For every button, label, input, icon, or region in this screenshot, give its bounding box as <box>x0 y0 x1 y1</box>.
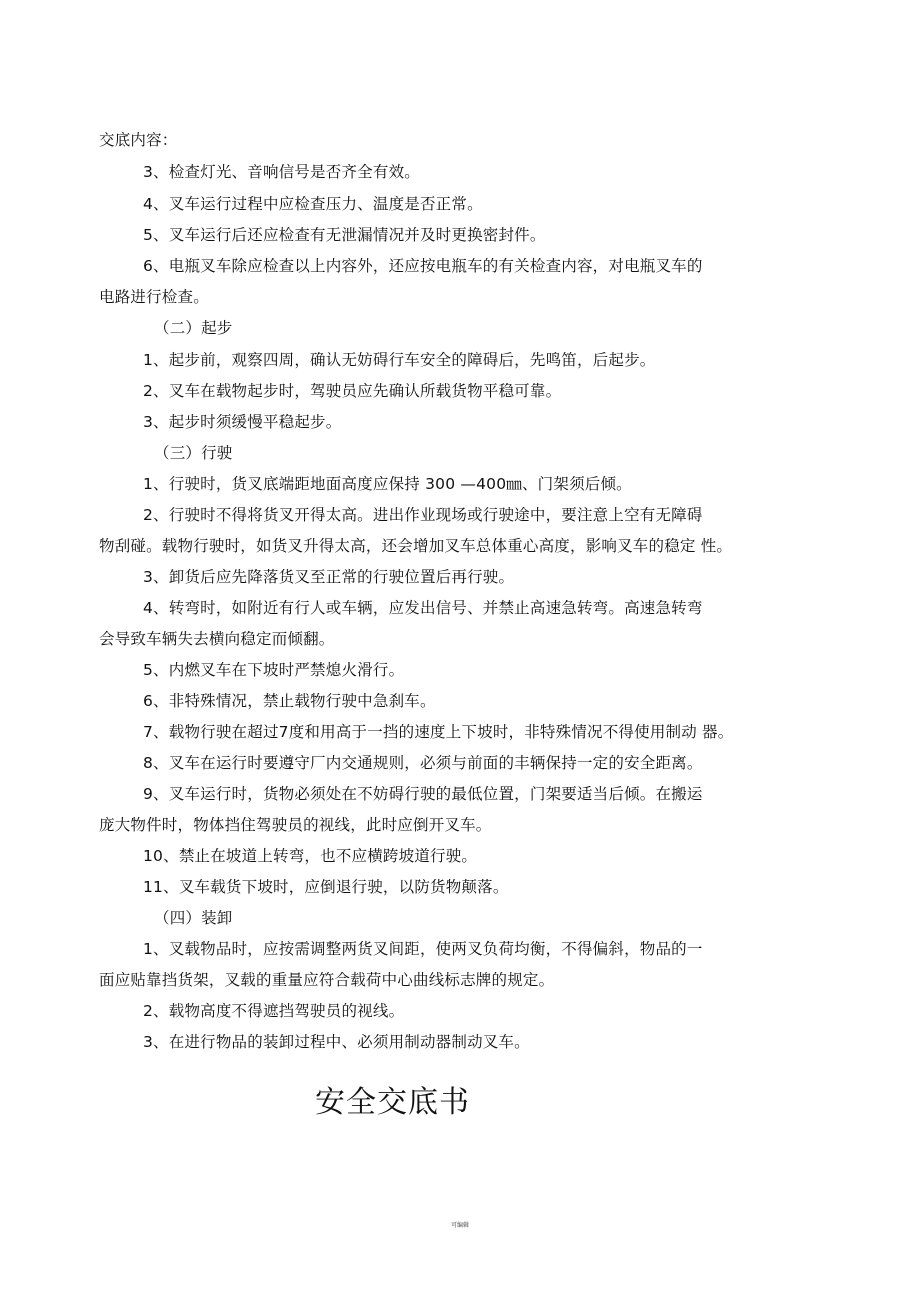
section-heading: （四）装卸 <box>154 909 233 927</box>
text-line: 5、内燃叉车在下坡时严禁熄火滑行。 <box>143 661 405 679</box>
text-line: 7、载物行驶在超过7度和用高于一挡的速度上下坡时，非特殊情况不得使用制动 器。 <box>143 723 734 741</box>
text-line: 9、叉车运行时，货物必须处在不妨碍行驶的最低位置，门架要适当后倾。在搬运 <box>143 785 703 803</box>
text-line: 面应贴靠挡货架，叉载的重量应符合载荷中心曲线标志牌的规定。 <box>99 971 555 989</box>
text-line: 物刮碰。载物行驶时，如货叉升得太高，还会增加叉车总体重心高度，影响叉车的稳定 性。 <box>99 537 733 555</box>
text-line: 10、禁止在坡道上转弯，也不应横跨坡道行驶。 <box>143 847 478 865</box>
text-line: 11、叉车载货下坡时，应倒退行驶，以防货物颠落。 <box>143 878 509 896</box>
footer-note: 可编辑 <box>451 1222 470 1229</box>
text-line: 4、叉车运行过程中应检查压力、温度是否正常。 <box>143 195 483 213</box>
text-line: 6、非特殊情况，禁止载物行驶中急刹车。 <box>143 692 436 710</box>
section-heading: （三）行驶 <box>154 444 233 462</box>
text-line: 3、起步时须缓慢平稳起步。 <box>143 413 342 431</box>
text-line: 4、转弯时，如附近有行人或车辆，应发出信号、并禁止高速急转弯。高速急转弯 <box>143 599 703 617</box>
text-line: 1、起步前，观察四周，确认无妨碍行车安全的障碍后，先鸣笛，后起步。 <box>143 351 656 369</box>
text-line: 2、行驶时不得将货叉开得太高。进出作业现场或行驶途中，要注意上空有无障碍 <box>143 506 703 524</box>
text-line: 2、叉车在载物起步时，驾驶员应先确认所载货物平稳可靠。 <box>143 382 562 400</box>
section-heading: （二）起步 <box>154 319 233 337</box>
text-line: 3、在进行物品的装卸过程中、必须用制动器制动叉车。 <box>143 1033 530 1051</box>
text-line: 1、叉载物品时，应按需调整两货叉间距，使两叉负荷均衡，不得偏斜，物品的一 <box>143 940 703 958</box>
text-line: 2、载物高度不得遮挡驾驶员的视线。 <box>143 1002 405 1020</box>
text-line: 庞大物件时，物体挡住驾驶员的视线，此时应倒开叉车。 <box>99 816 492 834</box>
text-line: 5、叉车运行后还应检查有无泄漏情况并及时更换密封件。 <box>143 226 546 244</box>
text-line: 会导致车辆失去横向稳定而倾翻。 <box>99 630 335 648</box>
text-line: 电路进行检查。 <box>99 288 209 306</box>
text-line: 1、行驶时，货叉底端距地面高度应保持 300 —400㎜、门架须后倾。 <box>143 475 632 493</box>
text-line: 8、叉车在运行时要遵守厂内交通规则，必须与前面的丰辆保持一定的安全距离。 <box>143 754 703 772</box>
text-line: 6、电瓶叉车除应检查以上内容外，还应按电瓶车的有关检查内容，对电瓶叉车的 <box>143 257 703 275</box>
text-line: 3、检查灯光、音响信号是否齐全有效。 <box>143 163 420 181</box>
intro-label: 交底内容： <box>99 131 178 149</box>
document-title: 安全交底书 <box>315 1085 470 1120</box>
text-line: 3、卸货后应先降落货叉至正常的行驶位置后再行驶。 <box>143 568 515 586</box>
